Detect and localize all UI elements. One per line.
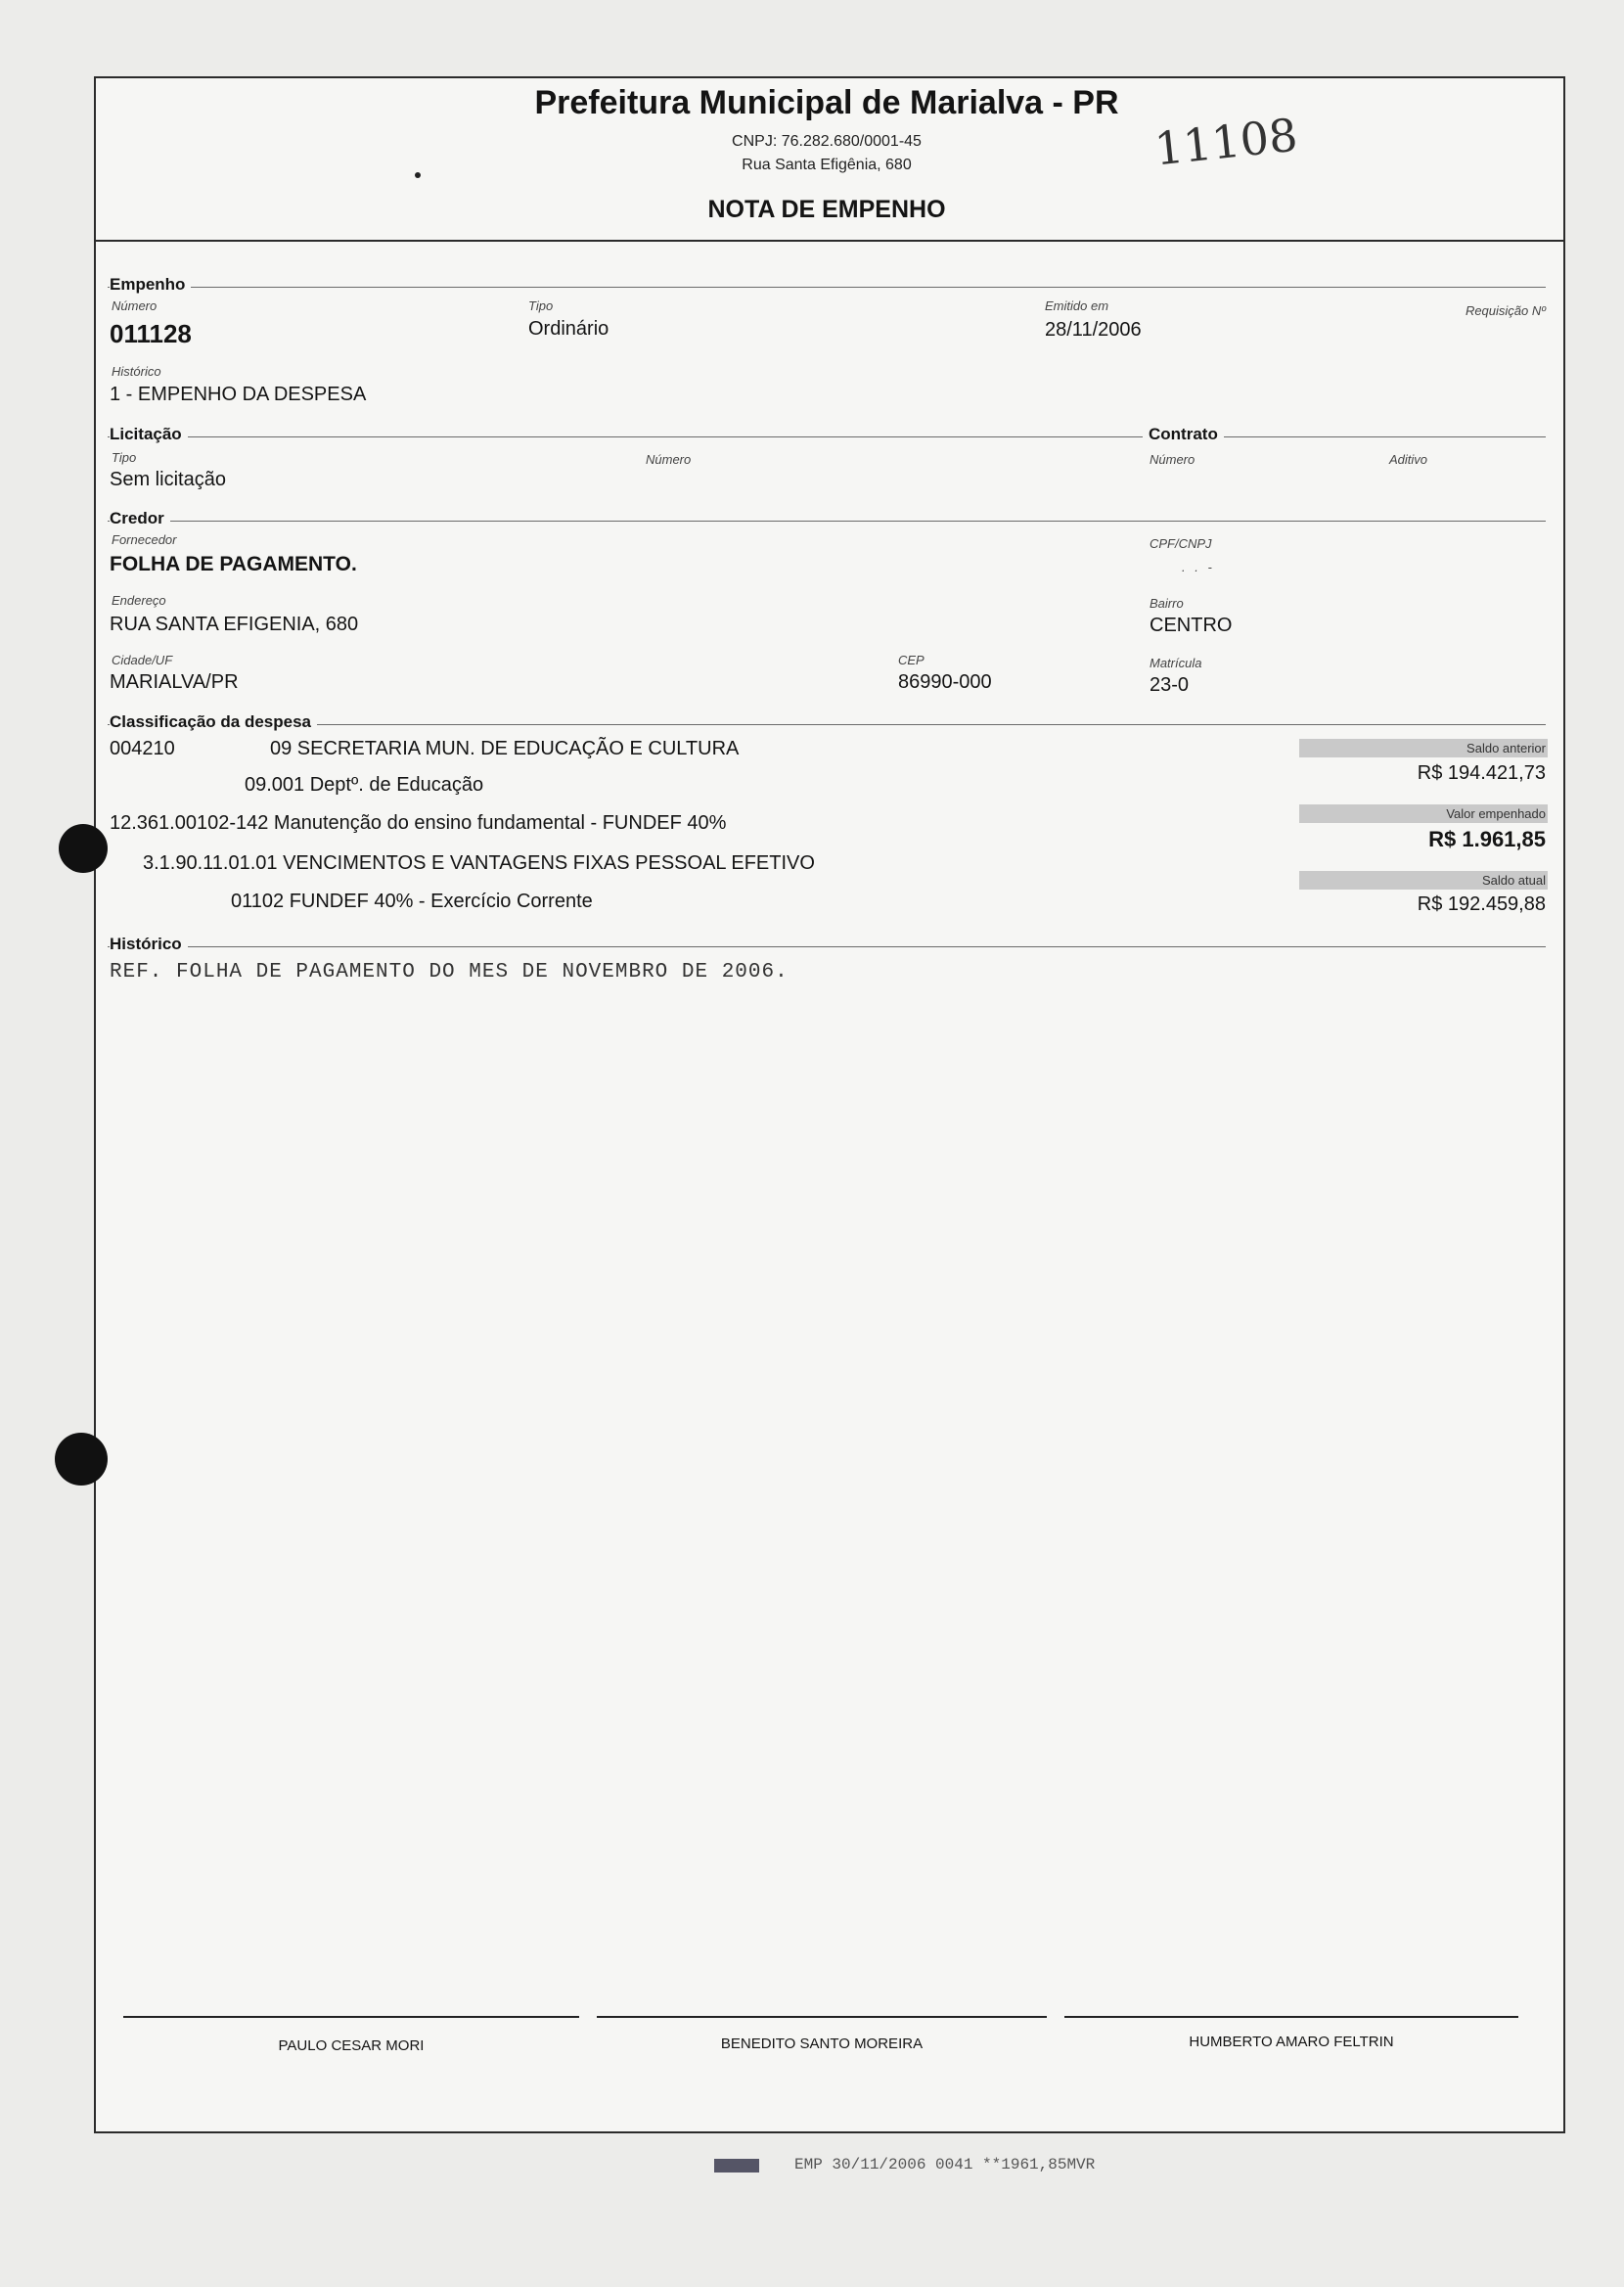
licitacao-tipo-value: Sem licitação [110,469,226,490]
tipo-value: Ordinário [528,318,609,340]
emitido-label: Emitido em [1045,298,1109,313]
cep-value: 86990-000 [898,671,992,693]
saldo-anterior-value: R$ 194.421,73 [1417,762,1546,784]
matricula-label: Matrícula [1150,656,1202,670]
licitacao-section-line [108,436,1546,437]
tipo-label: Tipo [528,298,554,313]
empenho-section-line [108,287,1546,288]
document-title: NOTA DE EMPENHO [707,196,946,223]
punch-hole-lower [55,1433,108,1486]
signature-line-2 [597,2016,1047,2018]
credor-section-line [108,521,1546,522]
licitacao-tipo-label: Tipo [112,450,137,465]
empenho-number: 011128 [110,319,192,348]
cidade-label: Cidade/UF [112,653,173,667]
historico-label: Histórico [112,364,161,379]
cidade-value: MARIALVA/PR [110,671,239,693]
cnpj-text: CNPJ: 76.282.680/0001-45 [732,133,922,150]
classificacao-section-title: Classificação da despesa [110,712,317,732]
contrato-numero-label: Número [1150,452,1195,467]
numero-label: Número [112,298,158,313]
punch-hole-upper [59,824,108,873]
classificacao-line-3: 12.361.00102-142 Manutenção do ensino fundamental - FUNDEF 40% [110,812,727,834]
historico-text: REF. FOLHA DE PAGAMENTO DO MES DE NOVEMBRO DE 2006. [110,961,789,983]
valor-empenhado-label: Valor empenhado [1446,806,1546,821]
stamp-logo-mark [714,2159,759,2173]
classificacao-line-2: 09.001 Deptº. de Educação [245,774,484,796]
historico-value: 1 - EMPENHO DA DESPESA [110,384,367,405]
classificacao-line-1: 09 SECRETARIA MUN. DE EDUCAÇÃO E CULTURA [270,738,740,759]
address-text: Rua Santa Efigênia, 680 [742,157,912,173]
historico-section-line [108,946,1546,947]
classificacao-code: 004210 [110,738,175,759]
signature-name-3: HUMBERTO AMARO FELTRIN [1189,2034,1394,2050]
empenho-section-title: Empenho [110,275,191,295]
cep-label: CEP [898,653,925,667]
handwritten-number: 11108 [1151,108,1300,176]
signature-line-3 [1064,2016,1518,2018]
fornecedor-label: Fornecedor [112,532,177,547]
credor-section-title: Credor [110,509,170,528]
classificacao-section-line [108,724,1546,725]
speck-mark [415,172,421,178]
classificacao-line-4: 3.1.90.11.01.01 VENCIMENTOS E VANTAGENS FIXAS PESSOAL EFETIVO [143,852,815,874]
contrato-aditivo-label: Aditivo [1389,452,1428,467]
endereco-label: Endereço [112,593,166,608]
requisicao-label: Requisição Nº [1465,303,1546,318]
endereco-value: RUA SANTA EFIGENIA, 680 [110,614,359,635]
saldo-atual-label: Saldo atual [1481,873,1546,888]
classificacao-line-5: 01102 FUNDEF 40% - Exercício Corrente [231,891,593,912]
page-title: Prefeitura Municipal de Marialva - PR [534,84,1119,121]
bottom-stamp: EMP 30/11/2006 0041 **1961,85MVR [794,2156,1096,2173]
matricula-value: 23-0 [1150,674,1190,696]
historico-section-title: Histórico [110,935,188,954]
bairro-label: Bairro [1150,596,1184,611]
valor-empenhado-value: R$ 1.961,85 [1428,827,1546,851]
signature-name-2: BENEDITO SANTO MOREIRA [720,2035,924,2052]
emitido-value: 28/11/2006 [1045,319,1142,341]
cpf-label: CPF/CNPJ [1150,536,1212,551]
saldo-anterior-label: Saldo anterior [1466,741,1546,755]
header-divider [94,240,1563,242]
bairro-value: CENTRO [1150,615,1233,636]
licitacao-numero-label: Número [646,452,692,467]
cpf-value: . . - [1182,560,1215,574]
signature-line-1 [123,2016,579,2018]
contrato-section-title: Contrato [1143,425,1224,444]
saldo-atual-value: R$ 192.459,88 [1417,893,1546,915]
licitacao-section-title: Licitação [110,425,188,444]
signature-name-1: PAULO CESAR MORI [278,2037,425,2054]
fornecedor-value: FOLHA DE PAGAMENTO. [110,553,357,575]
